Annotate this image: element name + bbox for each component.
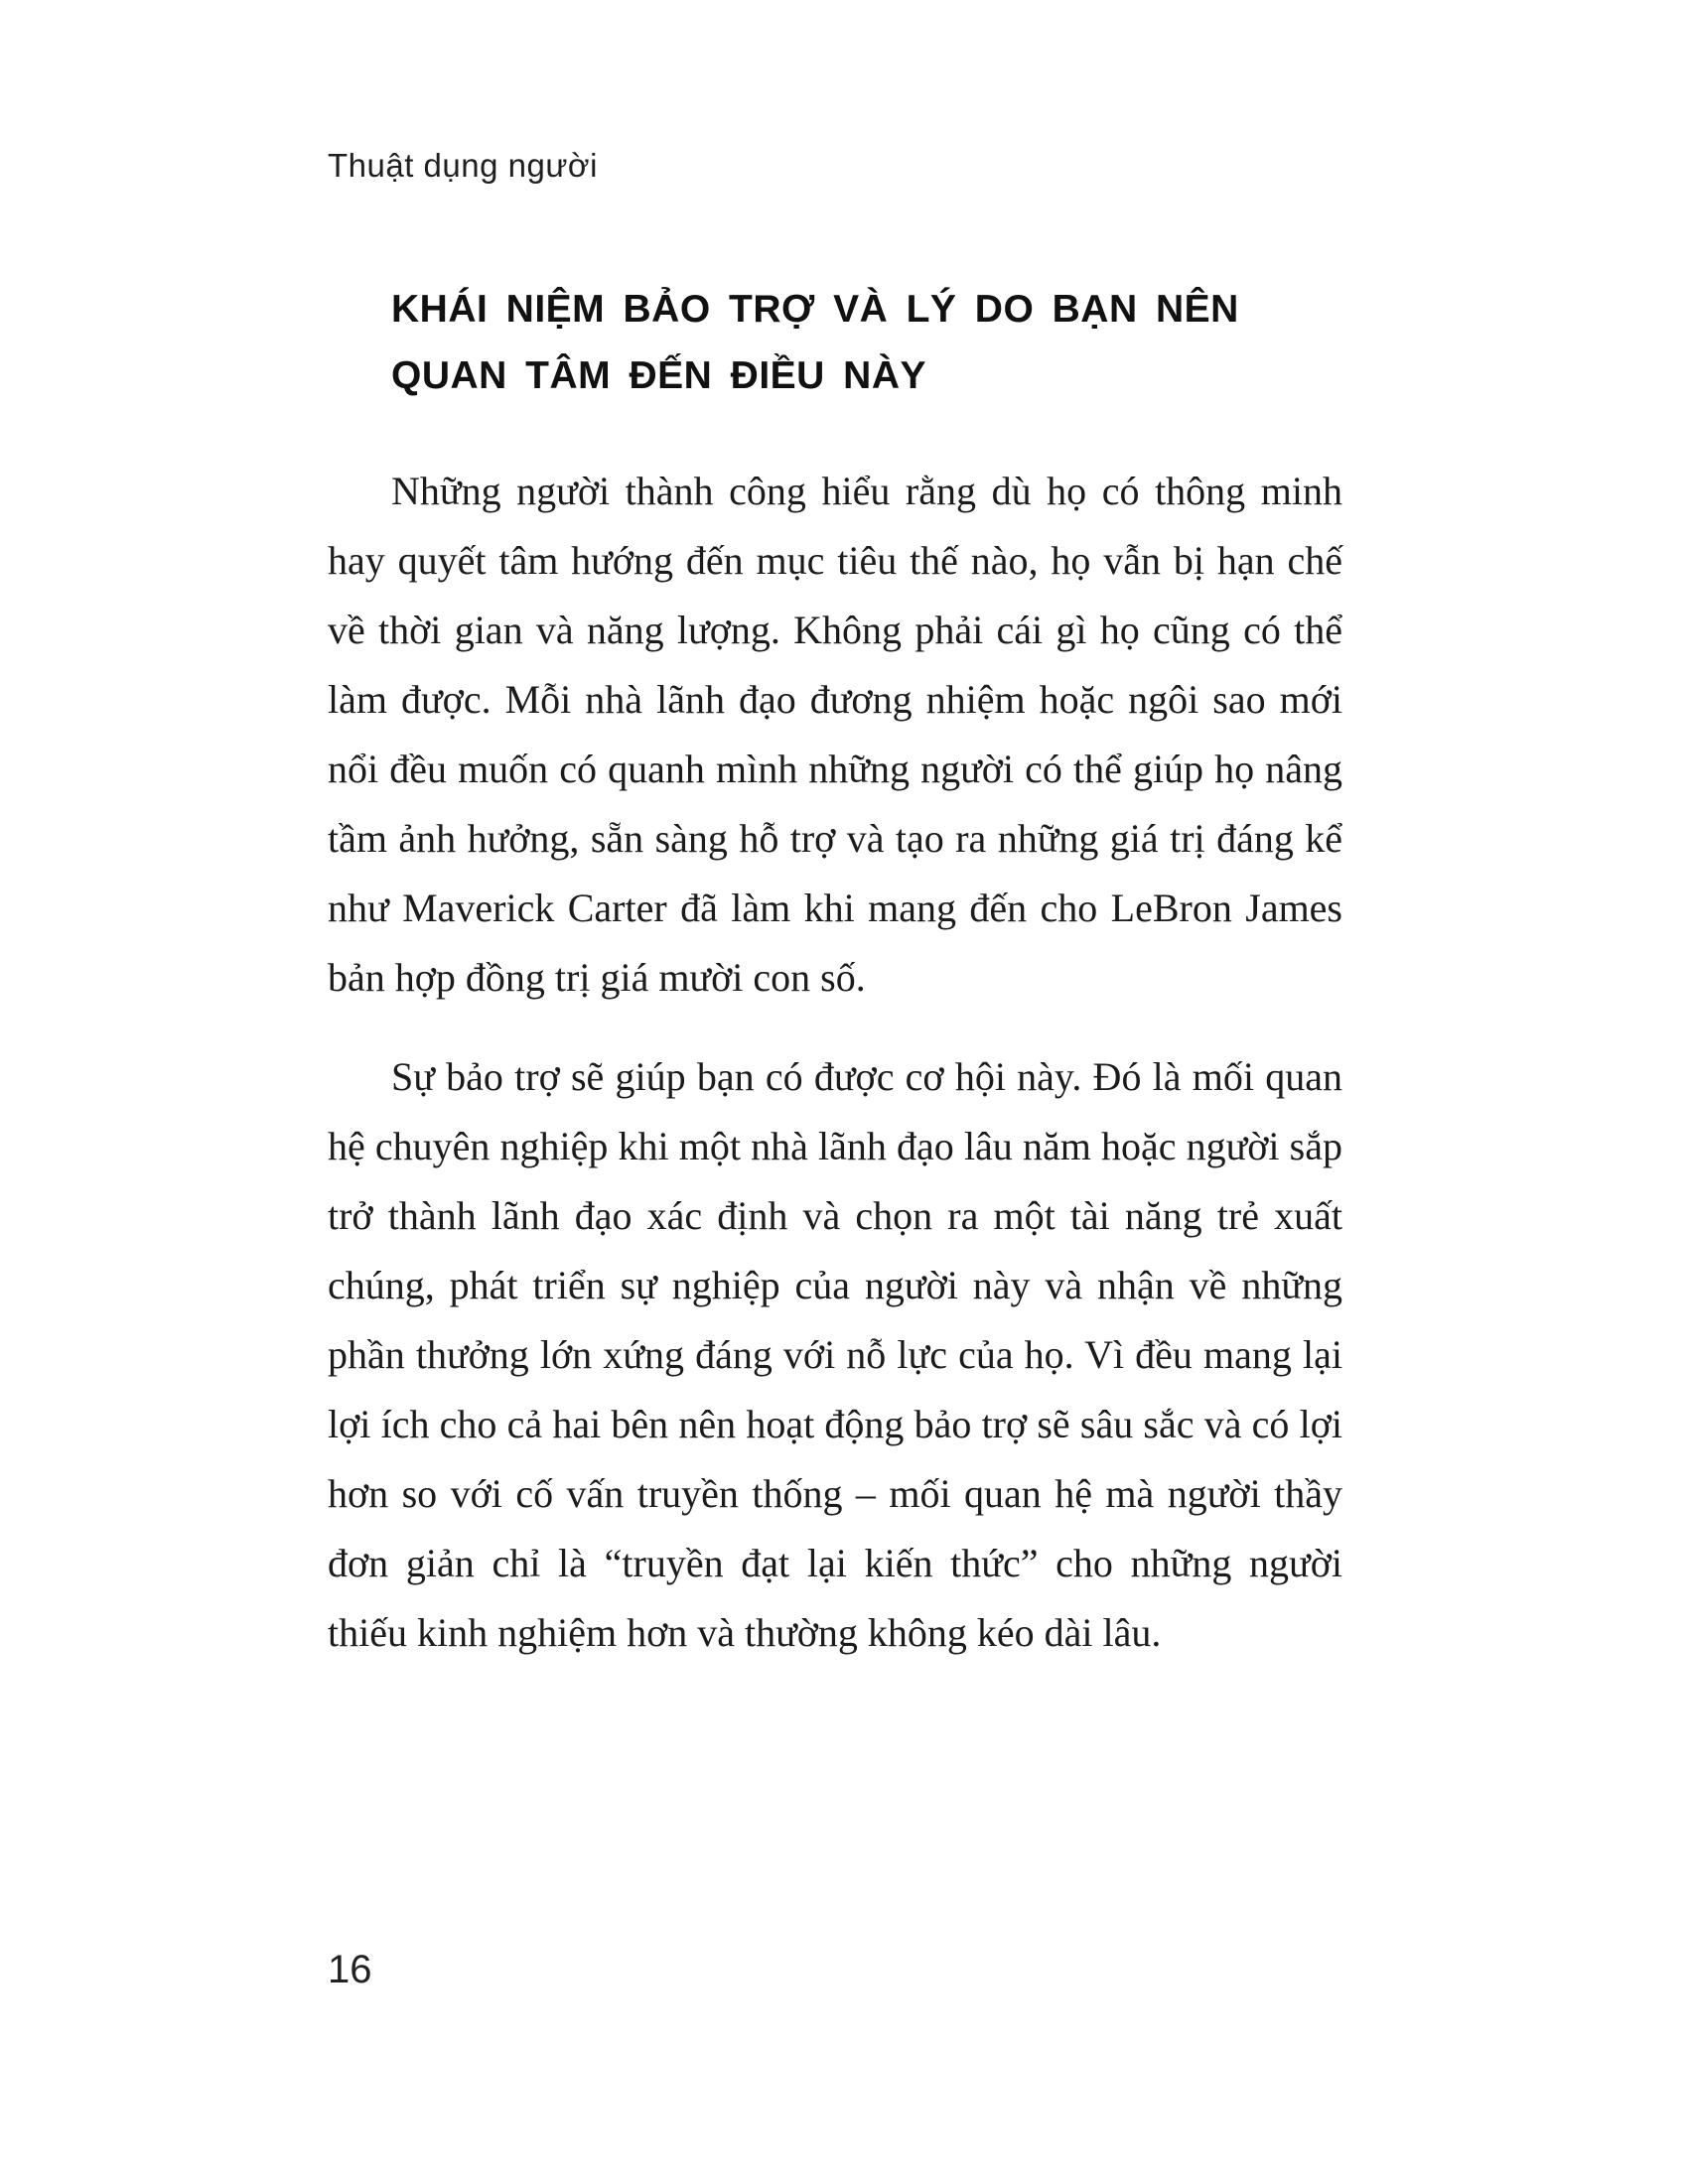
running-header: Thuật dụng người bbox=[328, 147, 598, 184]
paragraph: Những người thành công hiểu rằng dù họ có thông minh hay quyết tâm hướng đến mục tiêu thế nào, họ vẫn bị hạn chế về thời gian và năng lượng. Không phải cái gì họ cũng có thể làm được. Mỗi nhà lãnh đạo đương nhiệm hoặc ngôi sao mới nổi đều muốn có quanh mình những người có thể giúp họ nâng tầm ảnh hưởng, sẵn sàng hỗ trợ và tạo ra những giá trị đáng kể như Maverick Carter đã làm khi mang đến cho LeBron James bản hợp đồng trị giá mười con số. bbox=[328, 469, 1342, 1000]
page-number: 16 bbox=[328, 1948, 372, 1991]
section-heading: KHÁI NIỆM BẢO TRỢ VÀ LÝ DO BẠN NÊN QUAN TÂM ĐẾN ĐIỀU NÀY bbox=[391, 288, 1239, 397]
page-content bbox=[328, 276, 1342, 1668]
paragraph: Sự bảo trợ sẽ giúp bạn có được cơ hội này. Đó là mối quan hệ chuyên nghiệp khi một nhà lãnh đạo lâu năm hoặc người sắp trở thành lãnh đạo xác định và chọn ra một tài năng trẻ xuất chúng, phát triển sự nghiệp của người này và nhận về những phần thưởng lớn xứng đáng với nỗ lực của họ. Vì đều mang lại lợi ích cho cả hai bên nên hoạt động bảo trợ sẽ sâu sắc và có lợi hơn so với cố vấn truyền thống – mối quan hệ mà người thầy đơn giản chỉ là “truyền đạt lại kiến thức” cho những người thiếu kinh nghiệm hơn và thường không kéo dài lâu. bbox=[328, 1054, 1342, 1655]
